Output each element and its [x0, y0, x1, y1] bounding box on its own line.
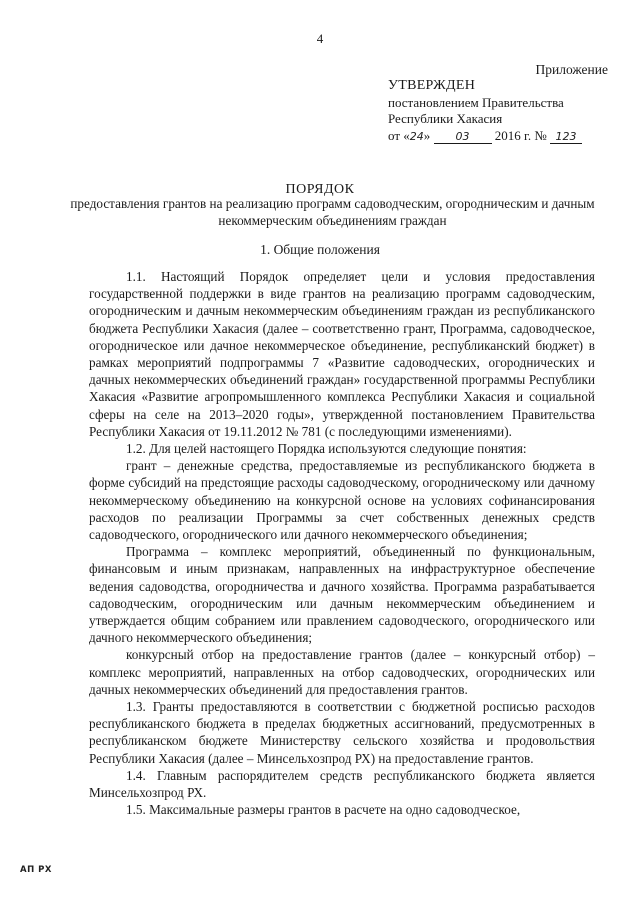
- approval-heading: УТВЕРЖДЕН: [388, 78, 476, 93]
- section-heading: 1. Общие положения: [260, 242, 380, 257]
- approval-block: [388, 78, 582, 145]
- paragraph-1-2: 1.2. Для целей настоящего Порядка используются следующие понятия:: [126, 441, 527, 457]
- approval-line-2: Республики Хакасия: [388, 111, 503, 127]
- body-text: [89, 268, 595, 819]
- handwritten-month: 03: [434, 130, 492, 144]
- definition-grant: грант – денежные средства, предоставляемые из республиканского бюджета в форме субсидий на предстоящие расходы садоводческому, огородническому или дачному некоммерческому объединению на конкурсной основе на условиях софинансирования расходов по реализации Программы за счет собственных денежных средств садоводческого, огороднического или дачного некоммерческого объединения;: [89, 458, 595, 543]
- date-year: 2016 г. №: [491, 127, 551, 143]
- paragraph-1-3: 1.3. Гранты предоставляются в соответствии с бюджетной росписью расходов республиканского бюджета в пределах бюджетных ассигнований, предусмотренных в республиканском бюджете Министерству сельского хозяйства и продовольствия Республики Хакасия (далее – Минсельхозпрод РХ) на предоставление грантов.: [89, 699, 595, 766]
- appendix-label: Приложение: [535, 62, 608, 77]
- handwritten-day: 24: [409, 129, 424, 143]
- document-title: ПОРЯДОК: [285, 182, 355, 197]
- handwritten-number: 123: [550, 130, 582, 144]
- date-prefix: от «: [388, 127, 410, 143]
- approval-line-1: постановлением Правительства: [388, 94, 564, 110]
- paragraph-1-1: 1.1. Настоящий Порядок определяет цели и условия предоставления государственной поддержки в виде грантов на реализацию программ садоводческим, огородническим и дачным некоммерческим объединениям граждан из республиканского бюджета Республики Хакасия (далее – соответственно грант, Программа, садоводческое, огородническое или дачное некоммерческое объединение, республиканский бюджет) в рамках мероприятий подпрограммы 7 «Развитие садоводческих, огороднических и дачных некоммерческих объединений граждан» государственной программы Республики Хакасия «Развитие агропромышленного комплекса Республики Хакасия и социальной сферы на селе на 2013–2020 годы», утвержденной постановлением Правительства Республики Хакасия от 19.11.2012 № 781 (с последующими изменениями).: [89, 269, 595, 439]
- date-after-day: »: [423, 127, 434, 143]
- page-number: 4: [316, 31, 324, 46]
- footer-mark: АП РХ: [20, 865, 52, 875]
- document-subtitle: предоставления грантов на реализацию программ садоводческим, огородническим и дачным некоммерческим объединениям граждан: [70, 196, 595, 228]
- approval-date-line: [388, 128, 582, 146]
- paragraph-1-4: 1.4. Главным распорядителем средств республиканского бюджета является Минсельхозпрод РХ.: [89, 767, 595, 801]
- paragraph-1-5: 1.5. Максимальные размеры грантов в расчете на одно садоводческое,: [126, 802, 521, 818]
- definition-program: Программа – комплекс мероприятий, объединенный по функциональным, финансовым и иным признакам, направленных на инфраструктурное обеспечение ведения садоводства, огородничества и дачного хозяйства. Программа разрабатывается садоводческим, огородническим или дачным некоммерческим объединением и утверждается общим собранием или правлением садоводческого, огороднического или дачного некоммерческого объединения;: [89, 544, 595, 646]
- definition-competitive-selection: конкурсный отбор на предоставление грантов (далее – конкурсный отбор) – комплекс мероприятий, направленных на отбор садоводческих, огороднических или дачных некоммерческих объединений для предоставления грантов.: [89, 647, 595, 697]
